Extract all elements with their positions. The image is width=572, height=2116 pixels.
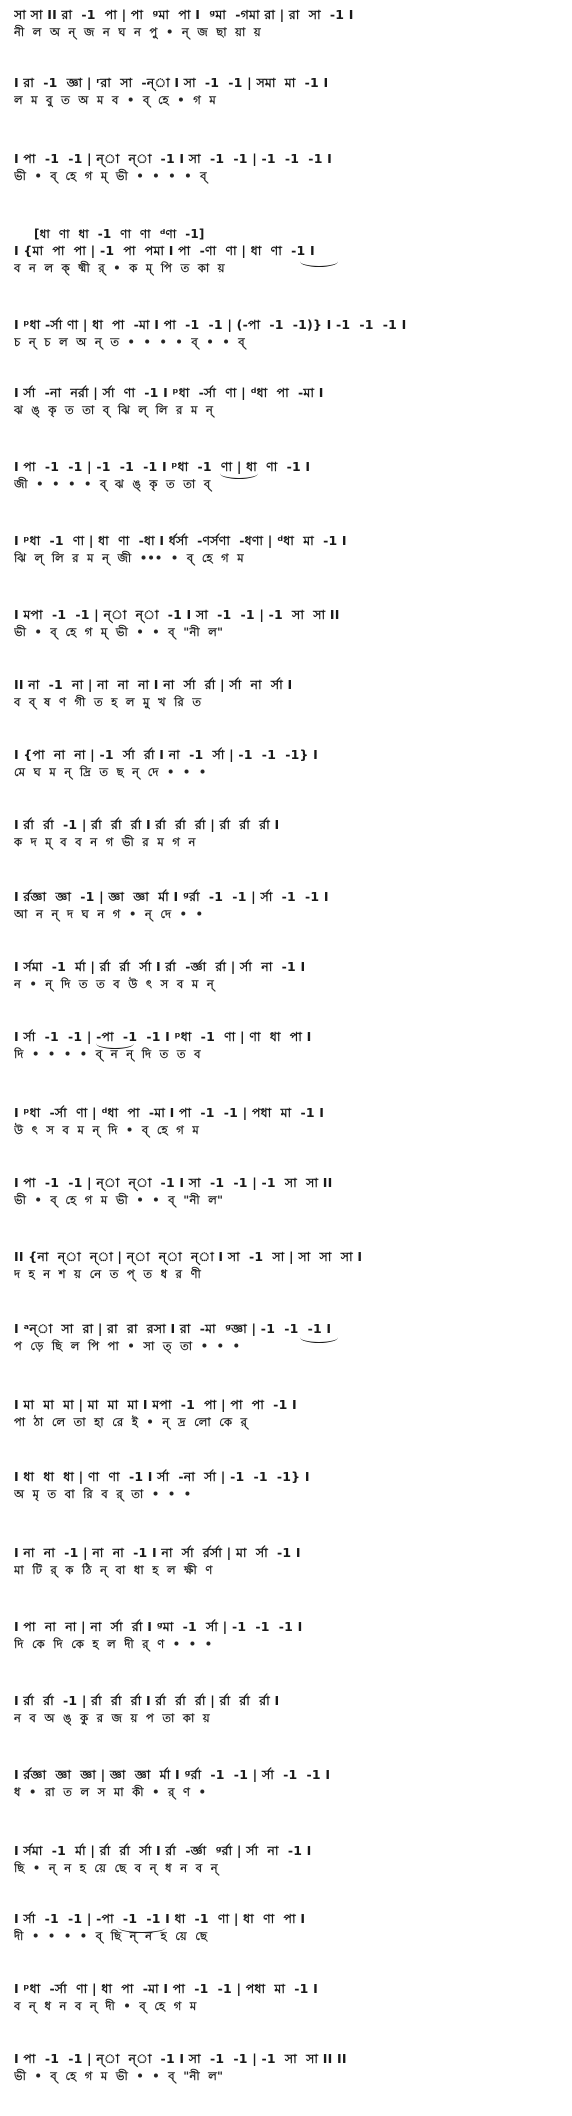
note-line: I মা মা মা | মা মা মা I মপা -1 পা | পা পা -1 I — [14, 1397, 297, 1412]
notation-row — [14, 816, 562, 850]
lyric-line: দি কে দি কে হ ল দী র্ ণ • • • — [14, 1637, 213, 1651]
note-line: I র্রা র্রা -1 | র্রা র্রা র্রা I র্রা র্রা র্রা | র্রা র্রা র্রা I — [14, 1693, 280, 1708]
lyric-line: মে ঘ ম ন্ দ্রি ত ছ ন্ দে • • • — [14, 765, 207, 779]
note-line: I ᵖধা -র্সা ণা | ᵈধা পা -মা I পা -1 -1 | পধা মা -1 I — [14, 1105, 325, 1120]
lyric-line: জী • • • • ব্ ঝ ঙ্ কৃ ত তা ব্ — [14, 477, 211, 491]
note-line: I ᵖধা -1 ণা | ধা ণা -ধা I র্ধর্সা -ণর্সণা -ধণা | ᵈধা মা -1 I — [14, 533, 347, 548]
lyric-line: ন • ন্ দি ত ত ব উ ৎ স ব ম ন্ — [14, 977, 214, 991]
notation-row — [14, 746, 562, 780]
note-line: I পা -1 -1 | ন্‌া ন্‌া -1 I সা -1 -1 | -1 সা সা II — [14, 1175, 333, 1190]
lyric-line: মা টি র্ ক ঠি ন্ বা ধা হ ল ক্ষী ণ — [14, 1563, 213, 1577]
note-line: I র্রজ্ঞা জ্ঞা জ্ঞা | জ্ঞা জ্ঞা র্মা I ᵍর্রা -1 -1 | র্সা -1 -1 I — [14, 1767, 331, 1782]
note-line: I ᵃন্‌া সা রা | রা রা রসা I রা -মা ᵍজ্ঞা | -1 -1 -1 I — [14, 1321, 332, 1336]
slur-mark — [300, 1332, 338, 1343]
notation-row — [14, 1618, 562, 1652]
note-line: I র্সা -1 -1 | -পা -1 -1 I ᵖধা -1 ণা | ণা ধা পা I — [14, 1029, 312, 1044]
lyric-line: নী ল অ ন্ জ ন ঘ ন পু • ন্ জ ছা য়া য় — [14, 25, 261, 39]
lyric-line: ধ • রা ত ল স মা কী • র্ ণ • — [14, 1785, 207, 1799]
lyric-line: ভী • ব্ হে গ ম্ ভী • • ব্ "নী ল" — [14, 625, 224, 639]
lyric-line: ব ন ল ক্ ষ্মী র্ • ক ম্ পি ত কা য় — [14, 261, 225, 275]
notation-row — [14, 2050, 562, 2084]
lyric-line: ঝি ল্ লি র ম ন্ জী ••• • ব্ হে গ ম — [14, 551, 244, 565]
lyric-line: অ মৃ ত বা রি ব র্ তা • • • — [14, 1487, 192, 1501]
lyric-line: দি • • • • ব্ ন ন্ দি ত ত ব — [14, 1047, 201, 1061]
note-line: I র্সমা -1 র্মা | র্রা র্রা র্সা I র্রা -র্জ্ঞা ᵍর্রা | র্সা না -1 I — [14, 1843, 312, 1858]
notation-row — [14, 606, 562, 640]
notation-row — [14, 1980, 562, 2014]
notation-row — [14, 316, 562, 350]
note-line: II না -1 না | না না না I না র্সা র্রা | র্সা না র্সা I — [14, 677, 293, 692]
notation-row — [14, 1028, 562, 1062]
lyric-line: ছি • ন্ ন হ য়ে ছে ব ন্ ধ ন ব ন্ — [14, 1861, 218, 1875]
lyric-line: ভী • ব্ হে গ ম ভী • • ব্ "নী ল" — [14, 1193, 224, 1207]
note-line: I {পা না না | -1 র্সা র্রা I না -1 র্সা | -1 -1 -1} I — [14, 747, 318, 762]
lyric-line: ভী • ব্ হে গ ম ভী • • ব্ "নী ল" — [14, 2069, 224, 2083]
note-line: I র্সা -1 -1 | -পা -1 -1 I ধা -1 ণা | ধা ণা পা I — [14, 1911, 306, 1926]
lyric-line: দী • • • • ব্ ছি ন্ ন হ য়ে ছে — [14, 1929, 208, 1943]
notation-row — [14, 1104, 562, 1138]
notation-row — [14, 1910, 562, 1944]
notation-row — [14, 1842, 562, 1876]
lyric-line: চ ন্ চ ল অ ন্ ত • • • • ব্ • • ব্ — [14, 335, 245, 349]
note-line: I ᵖধা -র্সা ণা | ধা পা -মা I পা -1 -1 | পধা মা -1 I — [14, 1981, 318, 1996]
note-line: I পা -1 -1 | ন্‌া ন্‌া -1 I সা -1 -1 | -1 -1 -1 I — [14, 151, 332, 166]
note-line: I ᵖধা -র্সা ণা | ধা পা -মা I পা -1 -1 | (-পা -1 -1)} I -1 -1 -1 I — [14, 317, 407, 332]
lyric-line: আ ন ন্ দ ঘ ন গ • ন্ দে • • — [14, 907, 204, 921]
lyric-line: ন ব অ ঙ্ কু র জ য় প তা কা য় — [14, 1711, 210, 1725]
slur-mark — [118, 1922, 166, 1933]
notation-row — [14, 74, 562, 108]
note-line: সা সা II রা -1 পা | পা ᵍমা পা I ᵍমা -গমা রা | রা সা -1 I — [14, 7, 354, 22]
notation-row — [14, 1396, 562, 1430]
lyric-line: দ হ ন শ য় নে ত প্ ত ধ র ণী — [14, 1267, 202, 1281]
note-line: I র্সা -না নর্রা | র্সা ণা -1 I ᵖধা -র্সা ণা | ᵈধা পা -মা I — [14, 385, 324, 400]
slur-mark — [220, 468, 258, 479]
notation-row — [14, 1468, 562, 1502]
notation-row — [14, 888, 562, 922]
lyric-line: ক দ ম্ ব ব ন গ ভী র ম গ ন — [14, 835, 196, 849]
notation-row — [14, 226, 562, 276]
notation-row — [14, 958, 562, 992]
lyric-line: উ ৎ স ব ম ন্ দি • ব্ হে গ ম — [14, 1123, 199, 1137]
note-line: I না না -1 | না না -1 I না র্সা র্রর্সা | মা র্সা -1 I — [14, 1545, 301, 1560]
lyric-line: প ড়ে ছি ল পি পা • সা ত্ তা • • • — [14, 1339, 241, 1353]
notation-row — [14, 384, 562, 418]
notation-row — [14, 1320, 562, 1354]
lyric-line: ব ব্ ষ ণ গী ত হ ল মু খ রি ত — [14, 695, 202, 709]
note-line: I ধা ধা ধা | ণা ণা -1 I র্সা -না র্সা | -1 -1 -1} I — [14, 1469, 310, 1484]
slur-mark — [96, 1038, 134, 1049]
notation-row — [14, 6, 562, 40]
note-line: I পা -1 -1 | ন্‌া ন্‌া -1 I সা -1 -1 | -1 সা সা II II — [14, 2051, 347, 2066]
lyric-line: ঝ ঙ্ কৃ ত তা ব্ ঝি ল্ লি র ম ন্ — [14, 403, 214, 417]
lyric-line: ব ন্ ধ ন ব ন্ দী • ব্ হে গ ম — [14, 1999, 197, 2013]
note-line: I {মা পা পা | -1 পা পমা I পা -ণা ণা | ধা ণা -1 I — [14, 243, 315, 258]
note-line: I র্রজ্ঞা জ্ঞা -1 | জ্ঞা জ্ঞা র্মা I ᵍর্রা -1 -1 | র্সা -1 -1 I — [14, 889, 329, 904]
notation-row — [14, 1766, 562, 1800]
note-line: II {না ন্‌া ন্‌া | ন্‌া ন্‌া ন্‌া I সা -1 সা | সা সা সা I — [14, 1249, 363, 1264]
note-line: I র্সমা -1 র্মা | র্রা র্রা র্সা I র্রা -র্জ্ঞা র্রা | র্সা না -1 I — [14, 959, 306, 974]
note-line: I র্রা র্রা -1 | র্রা র্রা র্রা I র্রা র্রা র্রা | র্রা র্রা র্রা I — [14, 817, 280, 832]
lyric-line: ল ম বু ত অ ম ব • ব্ হে • গ ম — [14, 93, 216, 107]
lyric-line: ভী • ব্ হে গ ম্ ভী • • • • ব্ — [14, 169, 207, 183]
lyric-line: পা ঠা লে তা হা রে ই • ন্ দ্র লো কে র্ — [14, 1415, 248, 1429]
notation-row — [14, 676, 562, 710]
note-line: I পা -1 -1 | -1 -1 -1 I ᵖধা -1 ণা | ধা ণা -1 I — [14, 459, 311, 474]
note-line: I পা না না | না র্সা র্রা I ᵍমা -1 র্সা | -1 -1 -1 I — [14, 1619, 303, 1634]
notation-row — [14, 1174, 562, 1208]
note-line: I রা -1 জ্ঞা | ʳরা সা -ন্‌া I সা -1 -1 | সমা মা -1 I — [14, 75, 329, 90]
notation-row — [14, 1248, 562, 1282]
notation-row — [14, 1692, 562, 1726]
notation-row — [14, 458, 562, 492]
notation-row — [14, 532, 562, 566]
note-line: I মপা -1 -1 | ন্‌া ন্‌া -1 I সা -1 -1 | -1 সা সা II — [14, 607, 340, 622]
notation-row — [14, 150, 562, 184]
annotation-line: [ধা ণা ধা -1 ণা ণা ᵈণা -1] — [34, 227, 205, 241]
notation-row — [14, 1544, 562, 1578]
slur-mark — [300, 256, 338, 267]
